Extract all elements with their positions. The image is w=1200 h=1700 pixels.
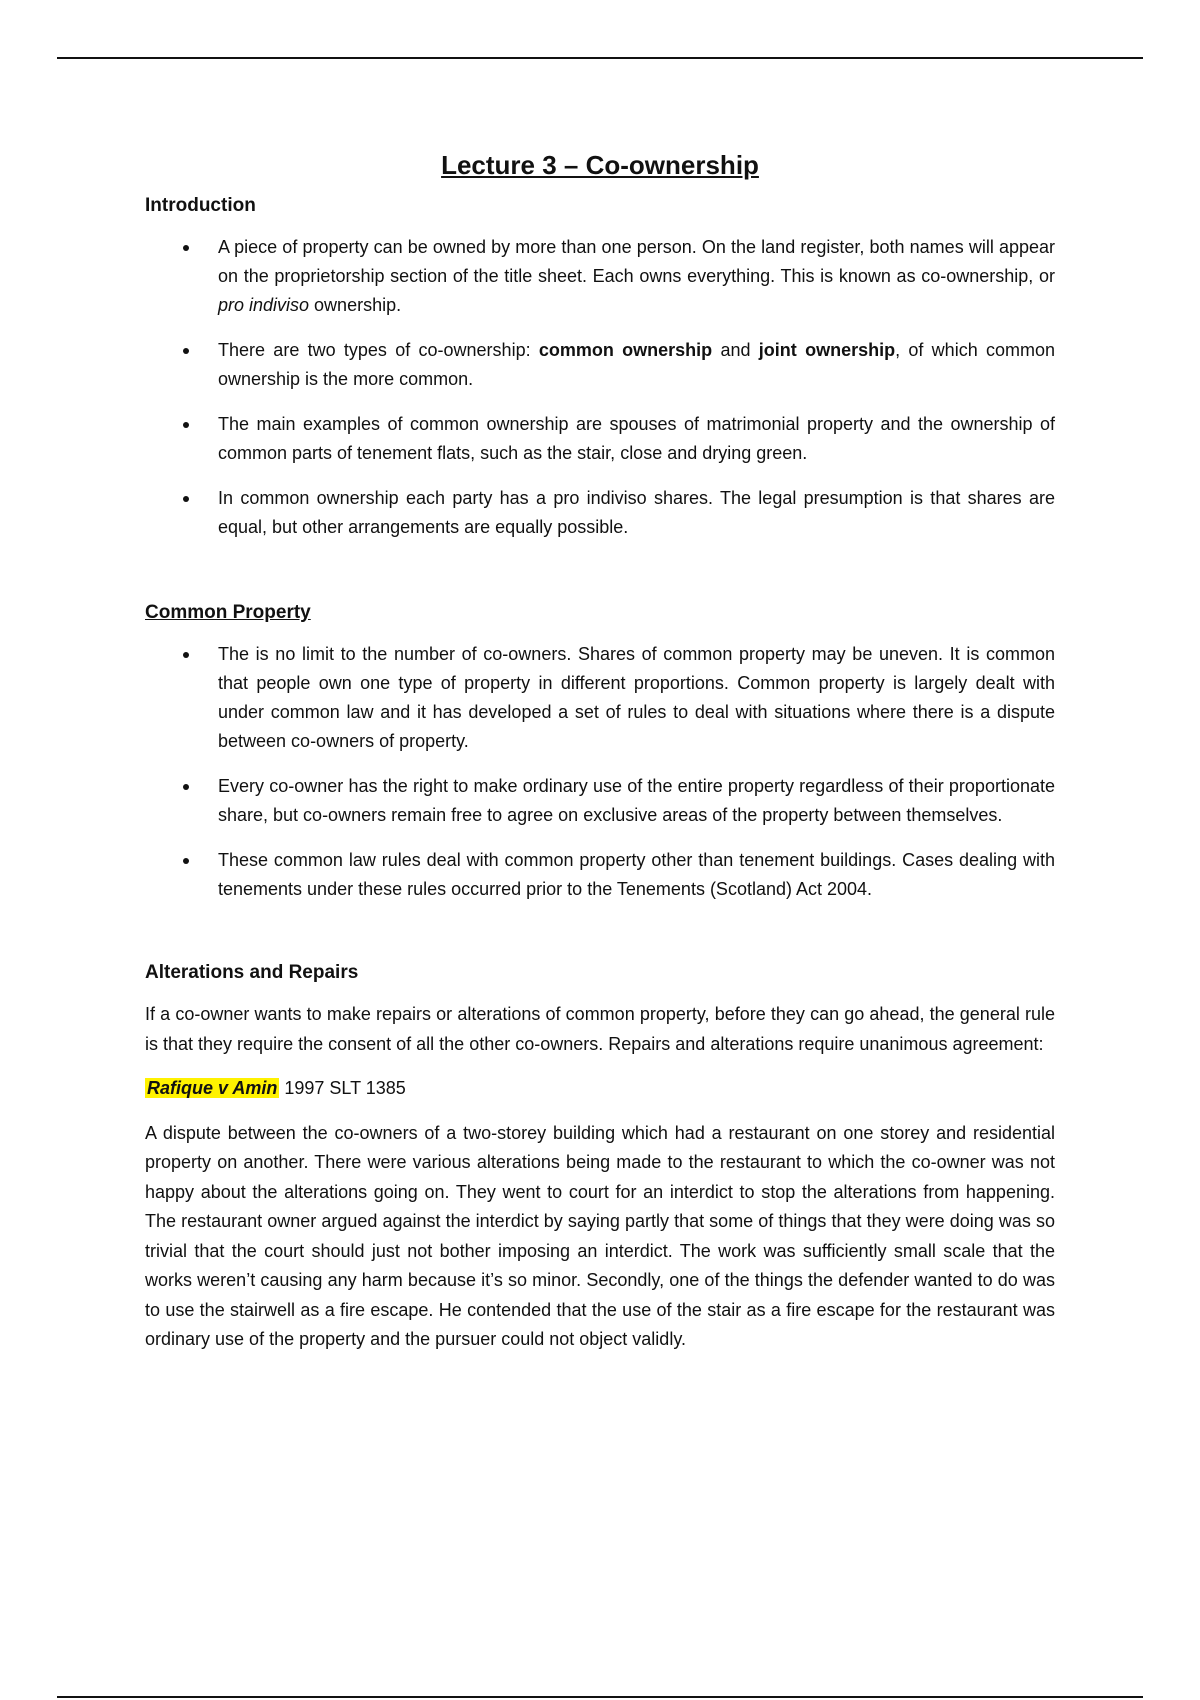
list-item: These common law rules deal with common property other than tenement buildings. Cases dealing with tenements under these rules occurred prior to the Tenements (Scotland) Act 2004. (145, 846, 1055, 904)
bullet-icon (183, 348, 189, 354)
case-citation: 1997 SLT 1385 (279, 1078, 406, 1098)
list-item: There are two types of co-ownership: common ownership and joint ownership, of which common ownership is the more common. (145, 336, 1055, 394)
bullet-icon (183, 652, 189, 658)
latin-term: pro indiviso (218, 295, 310, 315)
bullet-icon (183, 422, 189, 428)
list-item: Every co-owner has the right to make ordinary use of the entire property regardless of their proportionate share, but co-owners remain free to agree on exclusive areas of the property between themselves. (145, 772, 1055, 830)
case-summary: A dispute between the co-owners of a two-storey building which had a restaurant on one storey and residential property on another. There were various alterations being made to the restaurant to which the co-owner was not happy about the alterations going on. They went to court for an interdict to stop the alterations from happening. The restaurant owner argued against the interdict by saying partly that some of things that they were doing was so trivial that the court should just not bother imposing an interdict. The work was sufficiently small scale that the works weren’t causing any harm because it’s so minor. Secondly, one of the things the defender wanted to do was to use the stairwell as a fire escape. He contended that the use of the stair as a fire escape for the restaurant was ordinary use of the property and the pursuer could not object validly. (145, 1122, 1055, 1349)
case-name-highlight: Rafique v Amin (147, 1078, 278, 1098)
bullet-icon (183, 858, 189, 864)
list-item: In common ownership each party has a pro indiviso shares. The legal presumption is that shares are equal, but other arrangements are equally possible. (145, 484, 1055, 542)
term-joint-ownership: joint ownership (758, 340, 896, 360)
bullet-icon (183, 784, 189, 790)
footer-rule (57, 1696, 1143, 1698)
list-item: The is no limit to the number of co-owners. Shares of common property may be uneven. It is common that people own one type of property in different proportions. Common property is largely dealt with under common law and it has developed a set of rules to deal with situations where there is a dispute between co-owners of property. (145, 640, 1055, 756)
section-heading-introduction: Introduction (145, 195, 256, 216)
header-rule (57, 57, 1143, 59)
document-page (145, 140, 1055, 1370)
case-reference (145, 1074, 1055, 1104)
section-heading-alterations: Alterations and Repairs (145, 962, 359, 983)
list-item: The main examples of common ownership are spouses of matrimonial property and the ownership of common parts of tenement flats, such as the stair, close and drying green. (145, 410, 1055, 468)
introduction-list (145, 233, 1055, 542)
term-common-ownership: common ownership (538, 340, 713, 360)
document-title: Lecture 3 – Co-ownership (441, 150, 759, 180)
bullet-icon (183, 496, 189, 502)
common-property-list (145, 640, 1055, 904)
alterations-intro: If a co-owner wants to make repairs or alterations of common property, before they can go ahead, the general rule is that they require the consent of all the other co-owners. Repairs and alterations require unanimous agreement: (145, 1004, 1055, 1054)
list-item: A piece of property can be owned by more than one person. On the land register, both names will appear on the proprietorship section of the title sheet. Each owns everything. This is known as co-ownership, or pro indiviso ownership. (145, 233, 1055, 320)
bullet-icon (183, 245, 189, 251)
section-heading-common-property: Common Property (145, 602, 311, 623)
